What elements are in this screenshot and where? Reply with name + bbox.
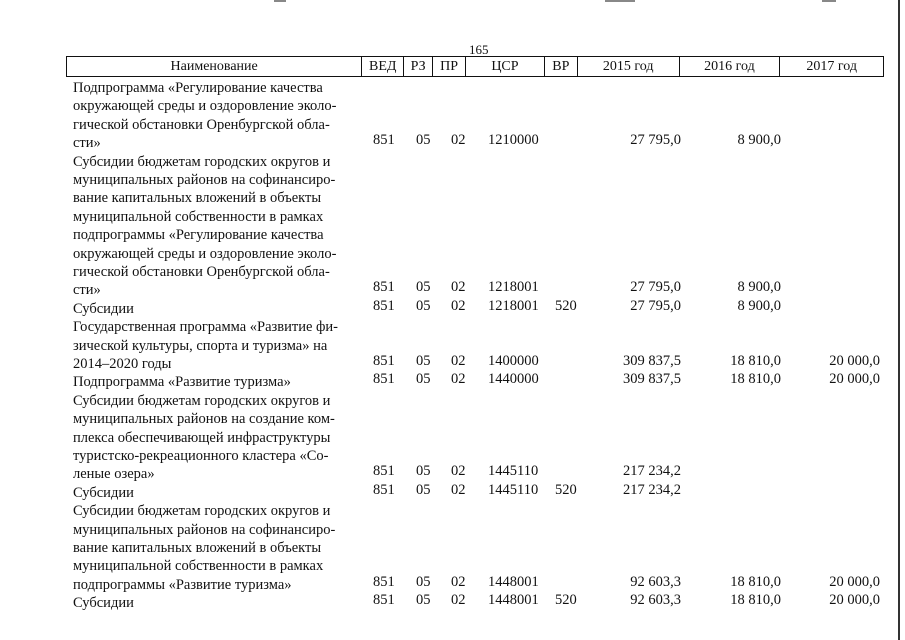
- cell-pr: 02: [451, 573, 466, 590]
- row-name-line: Субсидии: [73, 595, 134, 612]
- row-name-line: муниципальных районов на создание ком-: [73, 411, 335, 428]
- row-name-line: леные озера»: [73, 466, 155, 483]
- cell-y2016: 8 900,0: [737, 279, 781, 296]
- row-name: [73, 79, 363, 153]
- row-name: [73, 502, 363, 594]
- cell-vr: 520: [555, 481, 577, 498]
- row-name-line: окружающей среды и оздоровление эколо-: [73, 245, 337, 262]
- cell-y2017: 20 000,0: [829, 352, 880, 369]
- row-name-line: муниципальных районов на софинансиро-: [73, 172, 336, 188]
- cell-y2017: 20 000,0: [829, 573, 880, 590]
- scan-artifact: [274, 0, 286, 2]
- cell-pr: 02: [451, 297, 466, 314]
- row-name-line: зической культуры, спорта и туризма» на: [73, 337, 328, 354]
- cell-rz: 05: [416, 297, 431, 314]
- cell-y2015: 309 837,5: [623, 352, 681, 369]
- header-name: Наименование: [67, 57, 362, 76]
- cell-pr: 02: [451, 463, 466, 480]
- cell-y2016: 8 900,0: [737, 297, 781, 314]
- row-name-line: плекса обеспечивающей инфраструктуры: [73, 429, 331, 446]
- row-name-line: Субсидии: [73, 300, 134, 317]
- header-2016: 2016 год: [680, 57, 781, 76]
- cell-pr: 02: [451, 279, 466, 296]
- header-vr: ВР: [545, 57, 578, 76]
- cell-csr: 1448001: [488, 592, 539, 609]
- cell-y2016: 18 810,0: [730, 371, 781, 388]
- row-name-line: Субсидии бюджетам городских округов и: [73, 153, 331, 170]
- cell-rz: 05: [416, 371, 431, 388]
- row-name-line: Субсидии бюджетам городских округов и: [73, 392, 331, 409]
- cell-csr: 1445110: [488, 481, 539, 498]
- header-csr: ЦСР: [466, 57, 545, 76]
- cell-y2015: 27 795,0: [630, 279, 681, 296]
- row-name-line: Государственная программа «Развитие фи-: [73, 319, 339, 336]
- row-name-line: Субсидии: [73, 484, 134, 501]
- row-name-line: Субсидии бюджетам городских округов и: [73, 503, 331, 520]
- page-number: 165: [469, 42, 489, 57]
- cell-vr: 520: [555, 592, 577, 609]
- cell-pr: 02: [451, 352, 466, 369]
- cell-rz: 05: [416, 592, 431, 609]
- row-name: [73, 392, 363, 484]
- row-name-line: туристско-рекреационного кластера «Со-: [73, 448, 329, 465]
- cell-csr: 1218001: [488, 297, 539, 314]
- row-name-line: муниципальной собственности в рамках: [73, 558, 324, 575]
- row-name-line: 2014–2020 годы: [73, 356, 172, 372]
- cell-csr: 1445110: [488, 463, 539, 480]
- row-name-line: Подпрограмма «Регулирование качества: [73, 80, 323, 96]
- cell-y2017: 20 000,0: [829, 592, 880, 609]
- cell-y2015: 92 603,3: [630, 573, 681, 590]
- cell-vr: 520: [555, 297, 577, 314]
- row-name-line: муниципальной собственности в рамках: [73, 208, 324, 225]
- row-name: [73, 373, 363, 391]
- row-name: [73, 594, 363, 612]
- cell-y2015: 309 837,5: [623, 371, 681, 388]
- scan-artifact: [605, 0, 635, 2]
- cell-ved: 851: [373, 573, 395, 590]
- cell-rz: 05: [416, 279, 431, 296]
- cell-rz: 05: [416, 352, 431, 369]
- row-name-line: сти»: [73, 135, 101, 152]
- row-name-line: вание капитальных вложений в объекты: [73, 540, 322, 556]
- cell-y2015: 27 795,0: [630, 132, 681, 149]
- cell-csr: 1440000: [488, 371, 539, 388]
- cell-ved: 851: [373, 481, 395, 498]
- cell-ved: 851: [373, 352, 395, 369]
- row-name-line: сти»: [73, 282, 101, 299]
- header-2015: 2015 год: [578, 57, 680, 76]
- cell-rz: 05: [416, 573, 431, 590]
- cell-y2015: 217 234,2: [623, 481, 681, 498]
- cell-pr: 02: [451, 132, 466, 149]
- cell-y2015: 27 795,0: [630, 297, 681, 314]
- cell-rz: 05: [416, 132, 431, 149]
- row-name-line: гической обстановки Оренбургской обла-: [73, 116, 330, 133]
- header-ved: ВЕД: [362, 57, 404, 76]
- row-name: [73, 484, 363, 502]
- cell-pr: 02: [451, 592, 466, 609]
- scan-edge: [898, 0, 900, 640]
- cell-pr: 02: [451, 371, 466, 388]
- cell-y2016: 18 810,0: [730, 592, 781, 609]
- row-name: [73, 153, 363, 300]
- header-2017: 2017 год: [806, 59, 857, 74]
- cell-ved: 851: [373, 463, 395, 480]
- cell-ved: 851: [373, 279, 395, 296]
- cell-csr: 1210000: [488, 132, 539, 149]
- cell-rz: 05: [416, 481, 431, 498]
- cell-csr: 1400000: [488, 352, 539, 369]
- cell-ved: 851: [373, 297, 395, 314]
- cell-y2017: 20 000,0: [829, 371, 880, 388]
- row-name-line: подпрограммы «Регулирование качества: [73, 227, 324, 244]
- cell-rz: 05: [416, 463, 431, 480]
- row-name: [73, 300, 363, 318]
- cell-csr: 1448001: [488, 573, 539, 590]
- cell-y2016: 18 810,0: [730, 352, 781, 369]
- cell-ved: 851: [373, 371, 395, 388]
- cell-ved: 851: [373, 132, 395, 149]
- row-name: [73, 318, 363, 373]
- cell-y2015: 92 603,3: [630, 592, 681, 609]
- cell-y2016: 8 900,0: [737, 132, 781, 149]
- scan-artifact: [822, 0, 836, 2]
- cell-y2015: 217 234,2: [623, 463, 681, 480]
- row-name-line: муниципальных районов на софинансиро-: [73, 521, 336, 538]
- cell-csr: 1218001: [488, 279, 539, 296]
- row-name-line: Подпрограмма «Развитие туризма»: [73, 374, 291, 391]
- row-name-line: подпрограммы «Развитие туризма»: [73, 576, 292, 593]
- cell-ved: 851: [373, 592, 395, 609]
- row-name-line: гической обстановки Оренбургской обла-: [73, 264, 330, 281]
- row-name-line: окружающей среды и оздоровление эколо-: [73, 98, 337, 115]
- cell-pr: 02: [451, 481, 466, 498]
- header-pr: ПР: [433, 57, 466, 76]
- row-name-line: вание капитальных вложений в объекты: [73, 190, 322, 207]
- table-header: [66, 56, 884, 77]
- header-rz: РЗ: [404, 57, 433, 76]
- cell-y2016: 18 810,0: [730, 573, 781, 590]
